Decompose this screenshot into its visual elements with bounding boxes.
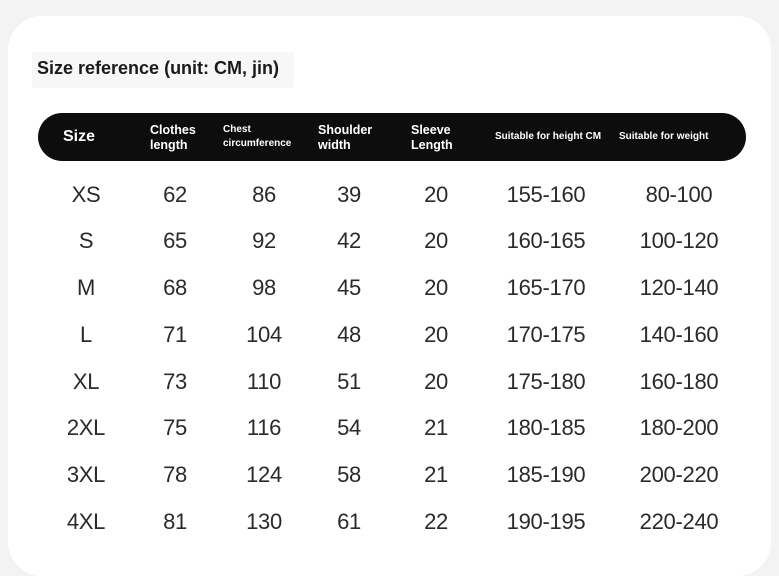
cell-sleeve: 20 bbox=[424, 182, 448, 207]
header-shoulder-line2: width bbox=[318, 138, 351, 152]
cell-height: 180-185 bbox=[506, 415, 586, 440]
cell-chest: 104 bbox=[246, 322, 282, 347]
cell-weight: 180-200 bbox=[639, 415, 719, 440]
cell-shoulder: 45 bbox=[337, 275, 361, 300]
cell-shoulder: 39 bbox=[337, 182, 361, 207]
cell-sleeve: 22 bbox=[424, 509, 448, 534]
cell-height: 190-195 bbox=[506, 509, 586, 534]
cell-height: 185-190 bbox=[506, 462, 586, 487]
cell-size: L bbox=[80, 322, 92, 347]
cell-size: S bbox=[78, 228, 94, 253]
header-sleeve-line2: Length bbox=[411, 138, 453, 152]
cell-shoulder: 48 bbox=[337, 322, 361, 347]
cell-chest: 92 bbox=[252, 228, 276, 253]
cell-sleeve: 20 bbox=[424, 369, 448, 394]
cell-shoulder: 58 bbox=[337, 462, 361, 487]
cell-size: 4XL bbox=[66, 509, 106, 534]
cell-weight: 160-180 bbox=[639, 369, 719, 394]
header-shoulder-width bbox=[318, 123, 372, 153]
cell-clothes-length: 75 bbox=[163, 415, 187, 440]
table-row bbox=[0, 413, 779, 443]
cell-sleeve: 20 bbox=[424, 228, 448, 253]
table-row bbox=[0, 367, 779, 397]
cell-chest: 124 bbox=[246, 462, 282, 487]
header-sleeve-line1: Sleeve bbox=[411, 123, 451, 137]
table-row bbox=[0, 180, 779, 210]
header-suitable-height: Suitable for height CM bbox=[495, 131, 602, 142]
cell-height: 165-170 bbox=[506, 275, 586, 300]
table-row bbox=[0, 507, 779, 537]
cell-shoulder: 61 bbox=[337, 509, 361, 534]
table-row bbox=[0, 226, 779, 256]
header-suitable-weight: Suitable for weight bbox=[619, 131, 709, 142]
cell-height: 160-165 bbox=[506, 228, 586, 253]
cell-clothes-length: 73 bbox=[163, 369, 187, 394]
cell-shoulder: 54 bbox=[337, 415, 361, 440]
cell-weight: 220-240 bbox=[639, 509, 719, 534]
cell-weight: 120-140 bbox=[639, 275, 719, 300]
cell-size: XS bbox=[71, 182, 101, 207]
cell-clothes-length: 62 bbox=[163, 182, 187, 207]
header-clothes-length-line1: Clothes bbox=[150, 123, 196, 137]
cell-sleeve: 20 bbox=[424, 275, 448, 300]
header-chest-line2: circumference bbox=[223, 138, 292, 149]
cell-clothes-length: 68 bbox=[163, 275, 187, 300]
header-clothes-length bbox=[150, 123, 196, 153]
cell-weight: 80-100 bbox=[645, 182, 713, 207]
cell-shoulder: 42 bbox=[337, 228, 361, 253]
cell-size: 2XL bbox=[66, 415, 106, 440]
cell-size: 3XL bbox=[66, 462, 106, 487]
header-chest-circumference bbox=[223, 123, 291, 151]
cell-weight: 100-120 bbox=[639, 228, 719, 253]
cell-height: 155-160 bbox=[506, 182, 586, 207]
cell-shoulder: 51 bbox=[337, 369, 361, 394]
table-row bbox=[0, 273, 779, 303]
cell-chest: 130 bbox=[246, 509, 282, 534]
cell-clothes-length: 71 bbox=[163, 322, 187, 347]
header-size: Size bbox=[63, 128, 96, 145]
cell-weight: 140-160 bbox=[639, 322, 719, 347]
header-sleeve-length bbox=[411, 123, 453, 153]
cell-chest: 116 bbox=[246, 415, 282, 440]
cell-size: XL bbox=[72, 369, 100, 394]
cell-clothes-length: 78 bbox=[163, 462, 187, 487]
cell-size: M bbox=[76, 275, 96, 300]
cell-weight: 200-220 bbox=[639, 462, 719, 487]
cell-height: 170-175 bbox=[506, 322, 586, 347]
cell-sleeve: 21 bbox=[424, 415, 448, 440]
cell-sleeve: 21 bbox=[424, 462, 448, 487]
header-chest-line1: Chest bbox=[223, 124, 251, 135]
cell-chest: 86 bbox=[252, 182, 276, 207]
cell-height: 175-180 bbox=[506, 369, 586, 394]
table-row bbox=[0, 320, 779, 350]
cell-chest: 110 bbox=[246, 369, 282, 394]
page-title: Size reference (unit: CM, jin) bbox=[37, 58, 280, 78]
cell-clothes-length: 65 bbox=[163, 228, 187, 253]
table-row bbox=[0, 460, 779, 490]
header-shoulder-line1: Shoulder bbox=[318, 123, 373, 137]
cell-chest: 98 bbox=[252, 275, 276, 300]
cell-clothes-length: 81 bbox=[163, 509, 187, 534]
header-clothes-length-line2: length bbox=[150, 138, 188, 152]
cell-sleeve: 20 bbox=[424, 322, 448, 347]
